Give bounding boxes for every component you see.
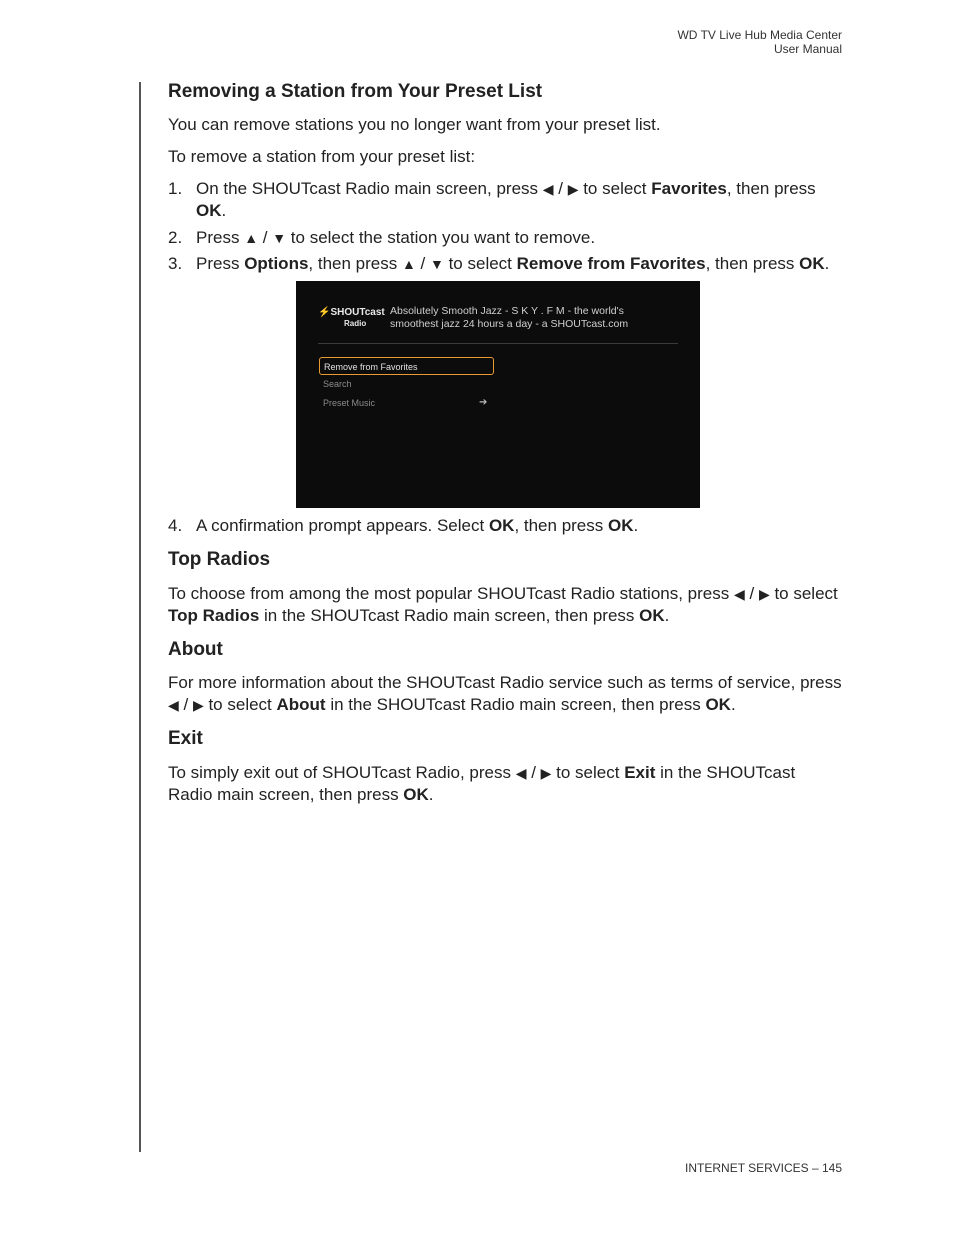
heading-about: About bbox=[168, 639, 223, 660]
exit-paragraph: To simply exit out of SHOUTcast Radio, press ◀ / ▶ to select Exit in the SHOUTcast Radio main screen, then press OK. bbox=[168, 763, 796, 804]
page-content bbox=[168, 78, 844, 806]
up-arrow-icon: ▲ bbox=[244, 230, 259, 246]
heading-exit: Exit bbox=[168, 728, 203, 749]
top-radios-paragraph: To choose from among the most popular SHOUTcast Radio stations, press ◀ / ▶ to select Top Radios in the SHOUTcast Radio main screen, then press OK. bbox=[168, 584, 838, 625]
page-number: 145 bbox=[821, 1161, 842, 1175]
footer-section: INTERNET SERVICES bbox=[685, 1161, 809, 1175]
right-arrow-icon: ▶ bbox=[192, 697, 204, 713]
left-arrow-icon: ◀ bbox=[168, 697, 179, 713]
remove-steps-list-continued bbox=[168, 515, 844, 537]
list-item: 1. On the SHOUTcast Radio main screen, press ◀ / ▶ to select Favorites, then press OK. bbox=[168, 179, 816, 220]
left-arrow-icon: ◀ bbox=[733, 586, 745, 602]
margin-rule bbox=[139, 82, 141, 1152]
heading-top-radios: Top Radios bbox=[168, 549, 271, 570]
logo-subtitle: Radio bbox=[344, 319, 367, 328]
intro-paragraph: You can remove stations you no longer want from your preset list. bbox=[168, 115, 661, 134]
left-arrow-icon: ◀ bbox=[515, 765, 527, 781]
left-arrow-icon: ◀ bbox=[542, 181, 554, 197]
station-title: Absolutely Smooth Jazz - S K Y . F M - the world's smoothest jazz 24 hours a day - a SHOUTcast.com bbox=[390, 305, 629, 330]
right-arrow-icon: ▶ bbox=[540, 765, 552, 781]
heading-removing-station: Removing a Station from Your Preset List bbox=[168, 81, 543, 102]
screen-divider bbox=[318, 343, 678, 344]
about-paragraph: For more information about the SHOUTcast Radio service such as terms of service, press ◀ / ▶ to select About in the SHOUTcast Radio main screen, then press OK. bbox=[168, 673, 842, 714]
logo-brand: SHOUTcast bbox=[330, 307, 385, 318]
steps-lead-in: To remove a station from your preset list: bbox=[168, 147, 476, 166]
right-arrow-icon: ▶ bbox=[567, 181, 579, 197]
shoutcast-logo bbox=[318, 307, 385, 329]
page-footer: INTERNET SERVICES – 145 bbox=[685, 1161, 842, 1175]
down-arrow-icon: ▼ bbox=[272, 230, 287, 246]
list-item: 3. Press Options, then press ▲ / ▼ to select Remove from Favorites, then press OK. bbox=[168, 254, 830, 273]
list-item: 4. A confirmation prompt appears. Select OK, then press OK. bbox=[168, 516, 639, 535]
up-arrow-icon: ▲ bbox=[401, 256, 416, 272]
running-header bbox=[677, 28, 842, 56]
header-product: WD TV Live Hub Media Center bbox=[677, 28, 842, 42]
remove-steps-list bbox=[168, 178, 844, 275]
menu-item-preset-music[interactable]: Preset Music bbox=[323, 398, 376, 408]
menu-item-search[interactable]: Search bbox=[323, 379, 352, 389]
down-arrow-icon: ▼ bbox=[430, 256, 444, 272]
menu-item-remove-from-favorites[interactable]: Remove from Favorites bbox=[319, 357, 494, 375]
lightning-bolt-icon: ⚡ bbox=[318, 307, 331, 318]
arrow-right-icon: ➔ bbox=[479, 397, 488, 408]
header-doc-type: User Manual bbox=[773, 42, 842, 56]
list-item: 2. Press ▲ / ▼ to select the station you want to remove. bbox=[168, 228, 596, 247]
right-arrow-icon: ▶ bbox=[758, 586, 770, 602]
tv-screenshot bbox=[296, 281, 700, 508]
